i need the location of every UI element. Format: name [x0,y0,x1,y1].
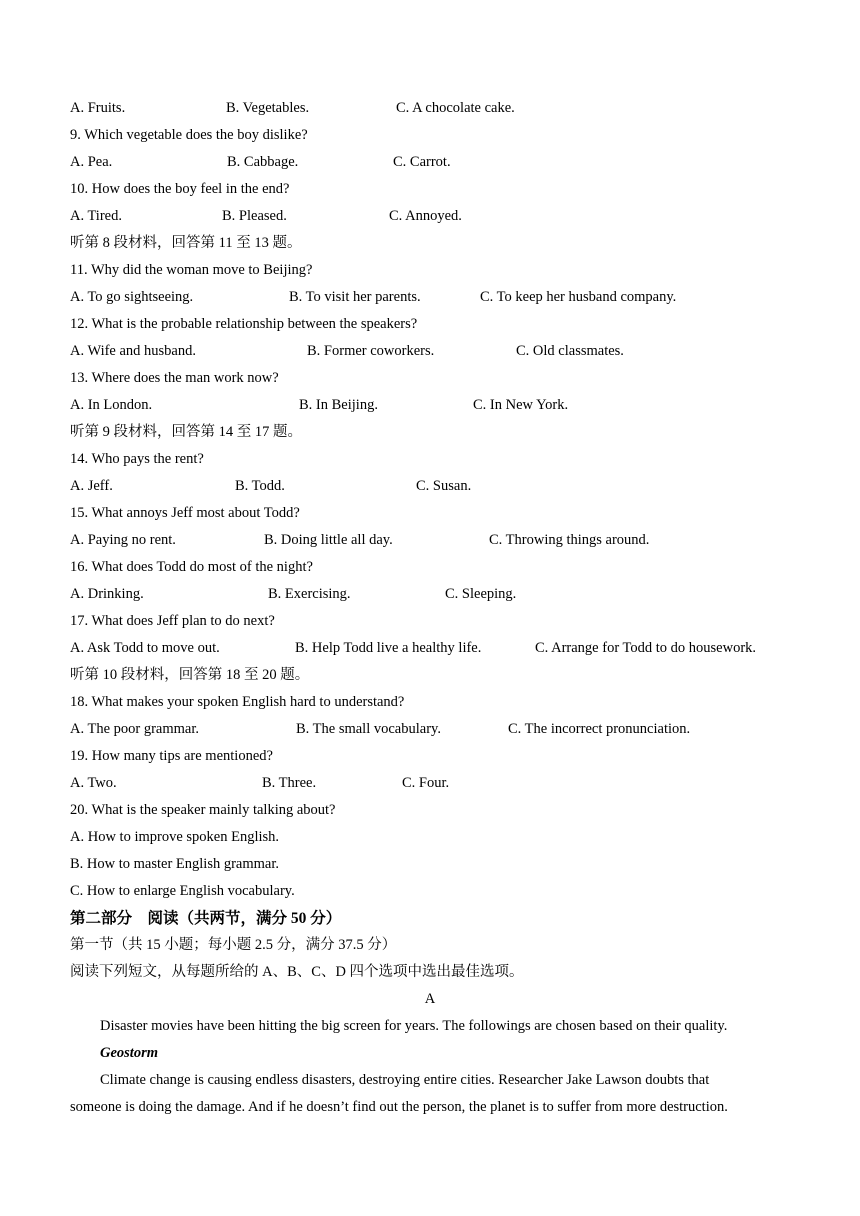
q13-option-a: A. In London. [70,397,153,413]
q17-option-c: C. Arrange for Todd to do housework. [535,640,757,656]
q18-option-b: B. The small vocabulary. [296,721,441,737]
q20-option-b: B. How to master English grammar. [70,856,280,872]
movie1-text-line1: Climate change is causing endless disasters, destroying entire cities. Researcher Jake Lawson doubts that [100,1072,710,1088]
q14-question: 14. Who pays the rent? [70,451,204,467]
q13-option-b: B. In Beijing. [299,397,378,413]
q10-question: 10. How does the boy feel in the end? [70,181,290,197]
q9-option-b: B. Cabbage. [227,154,299,170]
q9-option-c: C. Carrot. [393,154,451,170]
q20-question: 20. What is the speaker mainly talking about? [70,802,336,818]
q12-option-b: B. Former coworkers. [307,343,435,359]
q15-option-a: A. Paying no rent. [70,532,176,548]
q13-question: 13. Where does the man work now? [70,370,279,386]
q18-option-a: A. The poor grammar. [70,721,199,737]
q12-option-c: C. Old classmates. [516,343,624,359]
q9-option-a: A. Pea. [70,154,113,170]
q16-option-c: C. Sleeping. [445,586,517,602]
q17-question: 17. What does Jeff plan to do next? [70,613,275,629]
q13-option-c: C. In New York. [473,397,569,413]
q11-option-a: A. To go sightseeing. [70,289,194,305]
movie1-title: Geostorm [100,1045,158,1061]
q16-option-b: B. Exercising. [268,586,351,602]
q16-option-a: A. Drinking. [70,586,144,602]
q14-option-b: B. Todd. [235,478,285,494]
part2-section1-heading: 第一节（共 15 小题；每小题 2.5 分，满分 37.5 分） [70,937,397,953]
q19-question: 19. How many tips are mentioned? [70,748,273,764]
movie1-text-line2: someone is doing the damage. And if he doesn’t find out the person, the planet is to suffer from more destruction. [70,1099,728,1115]
q17-option-a: A. Ask Todd to move out. [70,640,220,656]
passage-intro: Disaster movies have been hitting the big screen for years. The followings are chosen based on their quality. [100,1018,728,1034]
q10-option-b: B. Pleased. [222,208,287,224]
q18-option-c: C. The incorrect pronunciation. [508,721,691,737]
q20-option-c: C. How to enlarge English vocabulary. [70,883,295,899]
listening-instruction-10: 听第 10 段材料，回答第 18 至 20 题。 [70,667,310,683]
q15-question: 15. What annoys Jeff most about Todd? [70,505,300,521]
q15-option-b: B. Doing little all day. [264,532,393,548]
q15-option-c: C. Throwing things around. [489,532,650,548]
q19-option-a: A. Two. [70,775,117,791]
part2-title: 第二部分 阅读（共两节，满分 50 分） [70,910,342,927]
q11-option-b: B. To visit her parents. [289,289,421,305]
q12-question: 12. What is the probable relationship between the speakers? [70,316,418,332]
listening-instruction-8: 听第 8 段材料，回答第 11 至 13 题。 [70,235,302,251]
q18-question: 18. What makes your spoken English hard to understand? [70,694,405,710]
q12-option-a: A. Wife and husband. [70,343,196,359]
q19-option-c: C. Four. [402,775,450,791]
q8-option-a: A. Fruits. [70,100,126,116]
q19-option-b: B. Three. [262,775,317,791]
part2-instruction: 阅读下列短文，从每题所给的 A、B、C、D 四个选项中选出最佳选项。 [70,964,524,980]
q8-option-b: B. Vegetables. [226,100,310,116]
q14-option-c: C. Susan. [416,478,472,494]
q11-question: 11. Why did the woman move to Beijing? [70,262,313,278]
q11-option-c: C. To keep her husband company. [480,289,677,305]
q17-option-b: B. Help Todd live a healthy life. [295,640,482,656]
listening-instruction-9: 听第 9 段材料，回答第 14 至 17 题。 [70,424,302,440]
q10-option-a: A. Tired. [70,208,122,224]
q8-option-c: C. A chocolate cake. [396,100,515,116]
q10-option-c: C. Annoyed. [389,208,462,224]
q14-option-a: A. Jeff. [70,478,113,494]
q20-option-a: A. How to improve spoken English. [70,829,280,845]
passage-label: A [424,991,436,1007]
q16-question: 16. What does Todd do most of the night? [70,559,313,575]
q9-question: 9. Which vegetable does the boy dislike? [70,127,308,143]
